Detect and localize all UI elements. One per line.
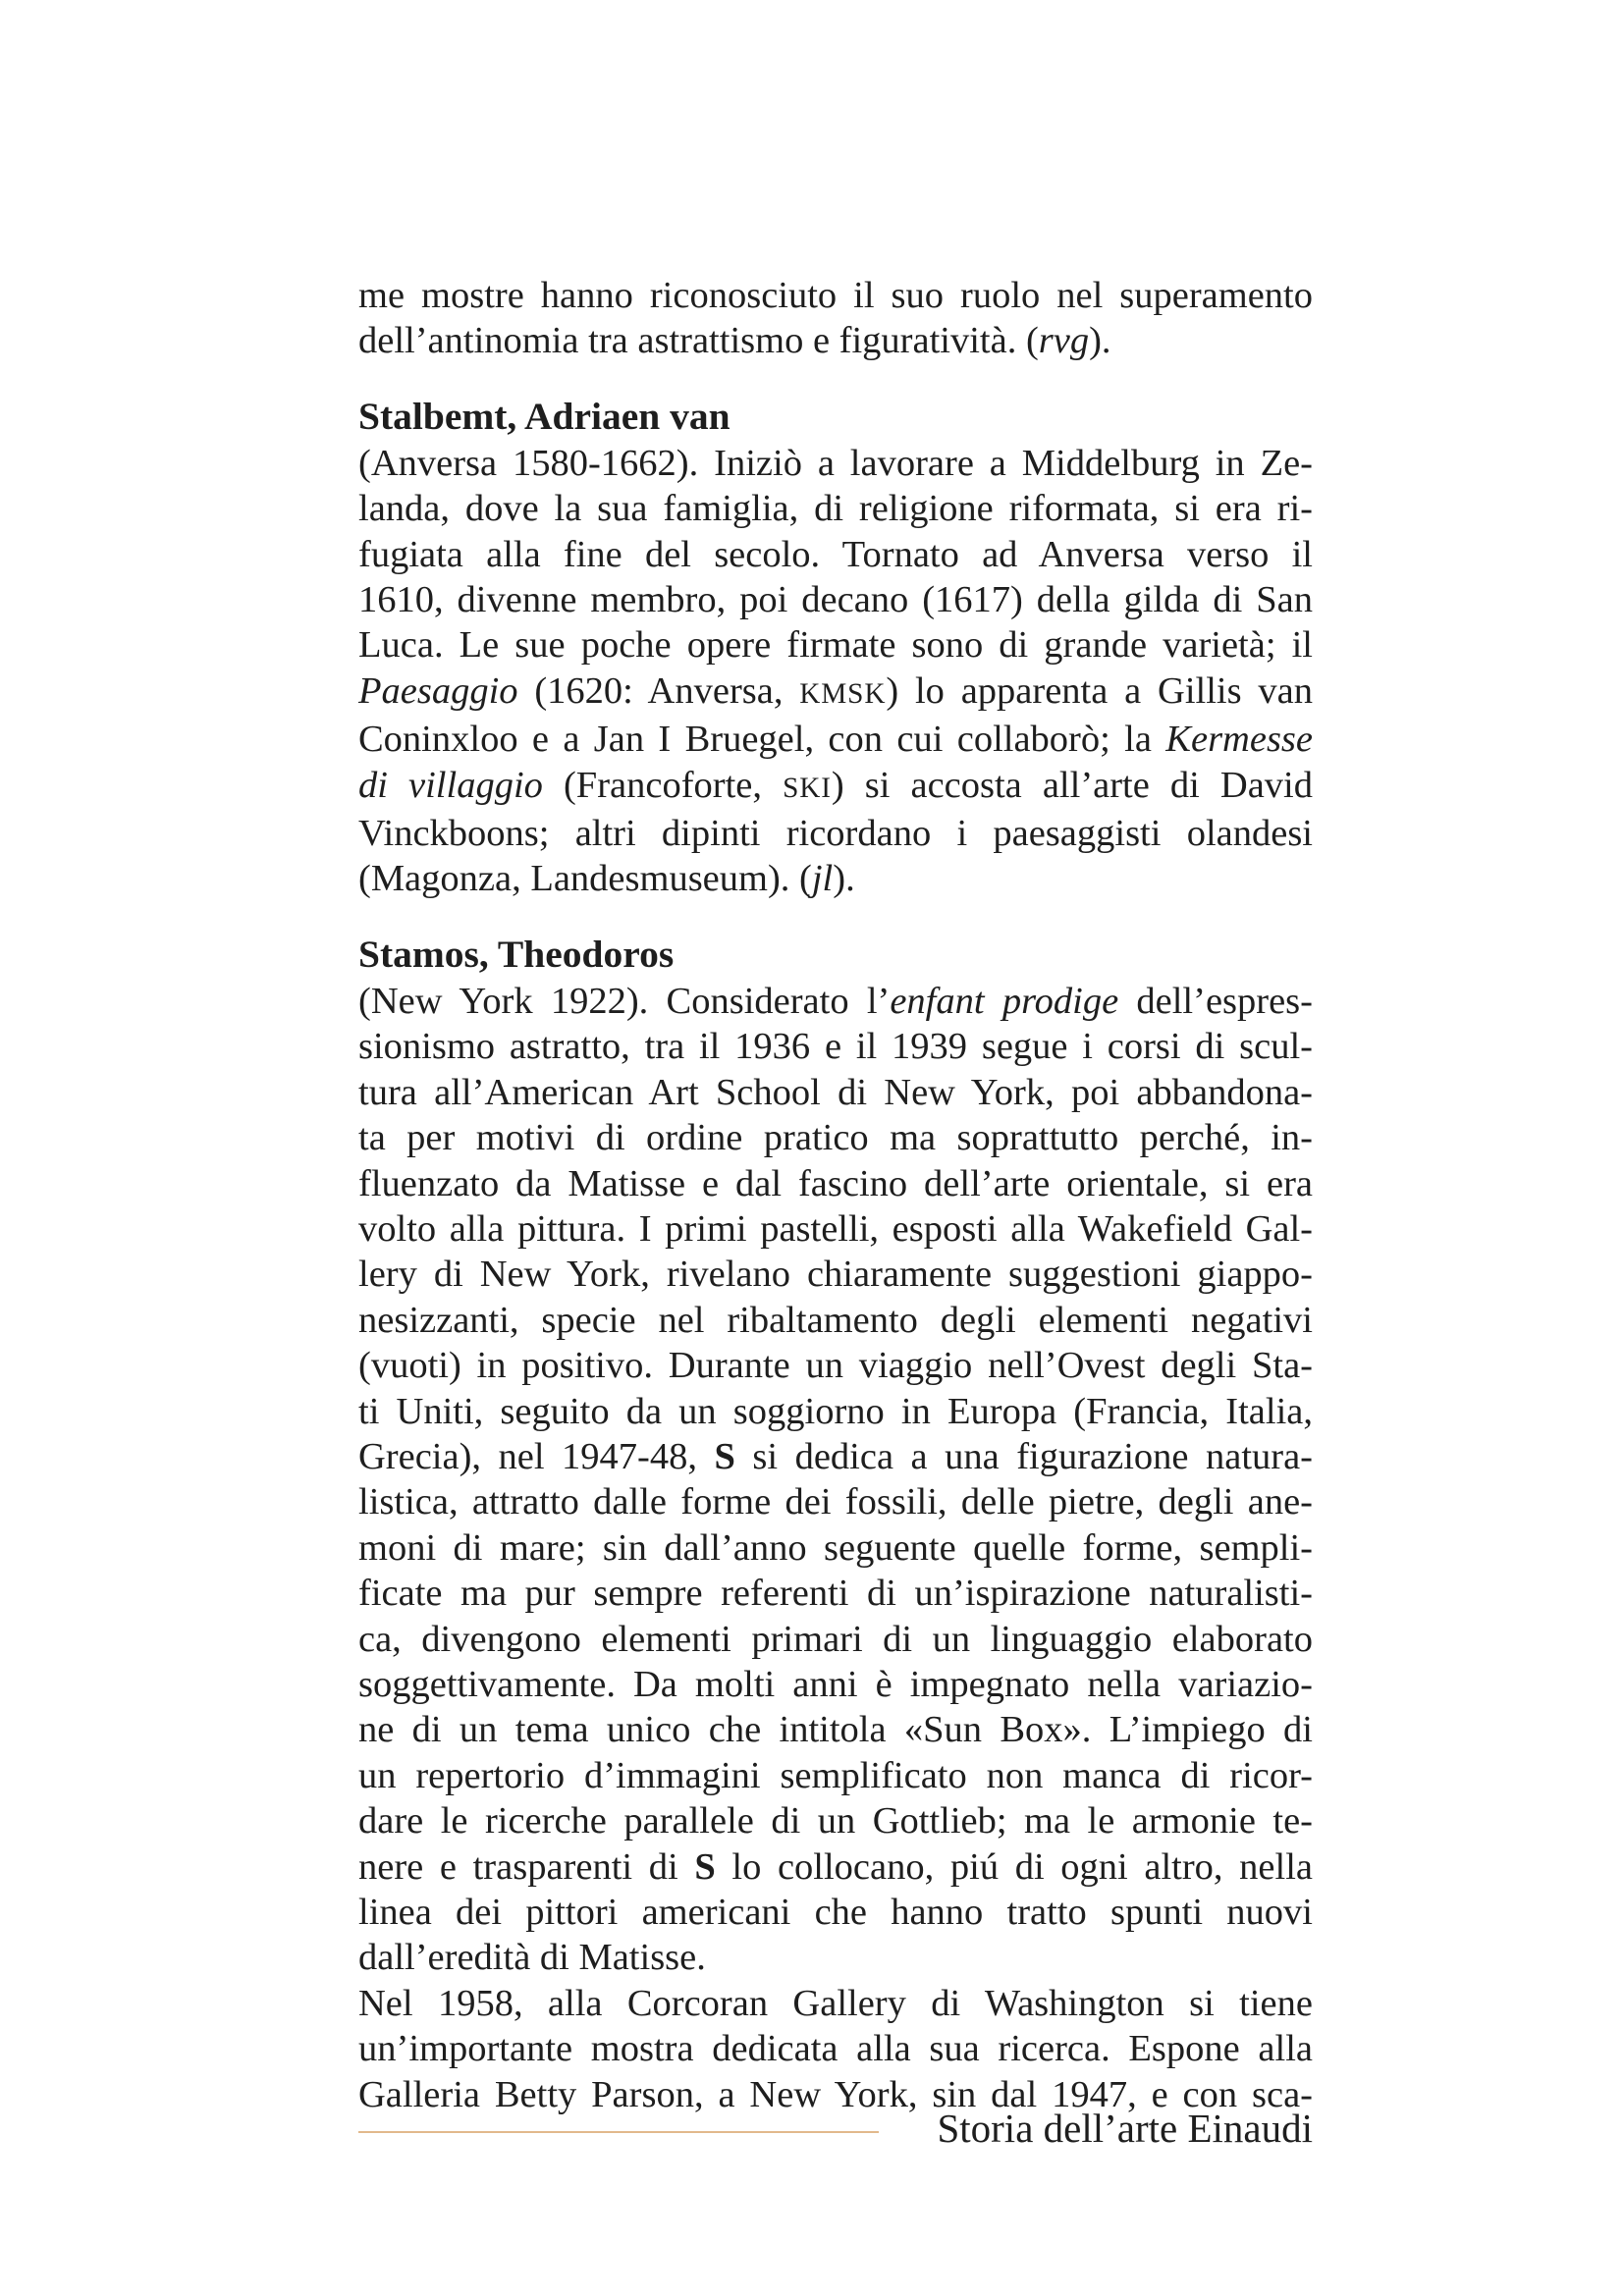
- entry-title: Stamos, Theodoros: [358, 932, 675, 976]
- text-run: dell’espres-: [1118, 980, 1313, 1022]
- entry-title: Stalbemt, Adriaen van: [358, 394, 730, 438]
- text-line: ta per motivi di ordine pratico ma soprattutto perché, in-: [358, 1117, 1313, 1159]
- text-line: lery di New York, rivelano chiaramente suggestioni giappo-: [358, 1254, 1313, 1296]
- text-run: (Magonza, Landesmuseum). (: [358, 858, 812, 900]
- intro-paragraph: [358, 273, 1313, 364]
- text-line: tura all’American Art School di New York, poi abbandona-: [358, 1071, 1313, 1113]
- text-line: soggettivamente. Da molti anni è impegnato nella variazio-: [358, 1663, 1313, 1705]
- text-line: [358, 856, 1313, 901]
- author-initials: rvg: [1038, 320, 1090, 362]
- author-initials: jl: [811, 858, 834, 900]
- artwork-title: Kermesse: [1165, 719, 1313, 761]
- text-line: moni di mare; sin dall’anno seguente quelle forme, sempli-: [358, 1526, 1313, 1569]
- artwork-title: Paesaggio: [358, 669, 518, 712]
- text-run: (Francoforte,: [542, 764, 784, 806]
- text-line: dall’eredità di Matisse.: [358, 1937, 706, 1979]
- text-run: ).: [833, 858, 855, 900]
- text-line: fluenzato da Matisse e dal fascino dell’arte orientale, si era: [358, 1162, 1313, 1204]
- text-run: Grecia), nel 1947-48,: [358, 1435, 715, 1477]
- text-line: listica, attratto dalle forme dei fossili, delle pietre, degli ane-: [358, 1481, 1313, 1523]
- text-run: nere e trasparenti di: [358, 1845, 695, 1888]
- text-line: [358, 318, 1313, 363]
- text-line: [358, 1844, 1313, 1890]
- text-line: [358, 668, 1313, 717]
- entry-stamos: [358, 932, 1313, 2117]
- text-line: volto alla pittura. I primi pastelli, esposti alla Wakefield Gal-: [358, 1207, 1313, 1250]
- entry-abbreviation: S: [714, 1435, 735, 1477]
- text-line: [358, 1434, 1313, 1479]
- text-line: Nel 1958, alla Corcoran Gallery di Washington si tiene: [358, 1982, 1313, 2024]
- museum-abbreviation: SKI: [783, 772, 832, 804]
- text-line: dare le ricerche parallele di un Gottlieb; ma le armonie te-: [358, 1800, 1313, 1842]
- text-line: 1610, divenne membro, poi decano (1617) della gilda di San: [358, 579, 1313, 621]
- page-footer: [358, 2099, 1313, 2158]
- text-run: (New York 1922). Considerato l’: [358, 980, 891, 1022]
- text-line: linea dei pittori americani che hanno tratto spunti nuovi: [358, 1892, 1313, 1933]
- text-run: lo collocano, piú di ogni altro, nella: [715, 1845, 1313, 1888]
- text-line: ne di un tema unico che intitola «Sun Box». L’impiego di: [358, 1709, 1313, 1751]
- text-line: fugiata alla fine del secolo. Tornato ad Anversa verso il: [358, 533, 1313, 575]
- main-text-column: [358, 273, 1313, 2117]
- text-line: Luca. Le sue poche opere firmate sono di grande varietà; il: [358, 624, 1313, 667]
- text-run: (1620: Anversa,: [517, 669, 800, 712]
- text-run: si dedica a una figurazione natura-: [734, 1435, 1313, 1477]
- text-line: [358, 979, 1313, 1024]
- text-line: un repertorio d’immagini semplificato non manca di ricor-: [358, 1754, 1313, 1796]
- text-run: ) si accosta all’arte di David: [831, 764, 1314, 806]
- artwork-title: di villaggio: [358, 764, 543, 806]
- footer-rule: [358, 2131, 879, 2133]
- museum-abbreviation: KMSK: [799, 677, 887, 710]
- text-run: dell’antinomia tra astrattismo e figuratività. (: [358, 320, 1039, 362]
- text-line: me mostre hanno riconosciuto il suo ruolo nel superamento: [358, 275, 1313, 316]
- text-line: Galleria Betty Parson, a New York, sin dal 1947, e con sca-: [358, 2073, 1313, 2115]
- text-line: un’importante mostra dedicata alla sua ricerca. Espone alla: [358, 2028, 1313, 2070]
- text-line: nesizzanti, specie nel ribaltamento degli elementi negativi: [358, 1299, 1313, 1341]
- entry-abbreviation: S: [694, 1845, 716, 1888]
- text-run: ) lo apparenta a Gillis van: [886, 669, 1313, 712]
- text-line: landa, dove la sua famiglia, di religione riformata, si era ri-: [358, 488, 1313, 530]
- text-line: ti Uniti, seguito da un soggiorno in Europa (Francia, Italia,: [358, 1390, 1313, 1432]
- text-run: Coninxloo e a Jan I Bruegel, con cui collaborò; la: [358, 719, 1166, 761]
- text-line: ca, divengono elementi primari di un linguaggio elaborato: [358, 1618, 1313, 1660]
- emphasis: enfant prodige: [890, 980, 1119, 1022]
- text-line: [358, 763, 1313, 811]
- text-line: (vuoti) in positivo. Durante un viaggio nell’Ovest degli Sta-: [358, 1345, 1313, 1387]
- text-line: ficate ma pur sempre referenti di un’ispirazione naturalisti-: [358, 1573, 1313, 1615]
- text-line: [358, 717, 1313, 762]
- footer-publication-title: Storia dell’arte Einaudi: [937, 2106, 1313, 2151]
- text-run: ).: [1089, 320, 1111, 362]
- text-line: sionismo astratto, tra il 1936 e il 1939 segue i corsi di scul-: [358, 1026, 1313, 1068]
- entry-stalbemt: [358, 394, 1313, 902]
- text-line: (Anversa 1580-1662). Iniziò a lavorare a Middelburg in Ze-: [358, 442, 1313, 484]
- text-line: Vinckboons; altri dipinti ricordano i paesaggisti olandesi: [358, 813, 1313, 855]
